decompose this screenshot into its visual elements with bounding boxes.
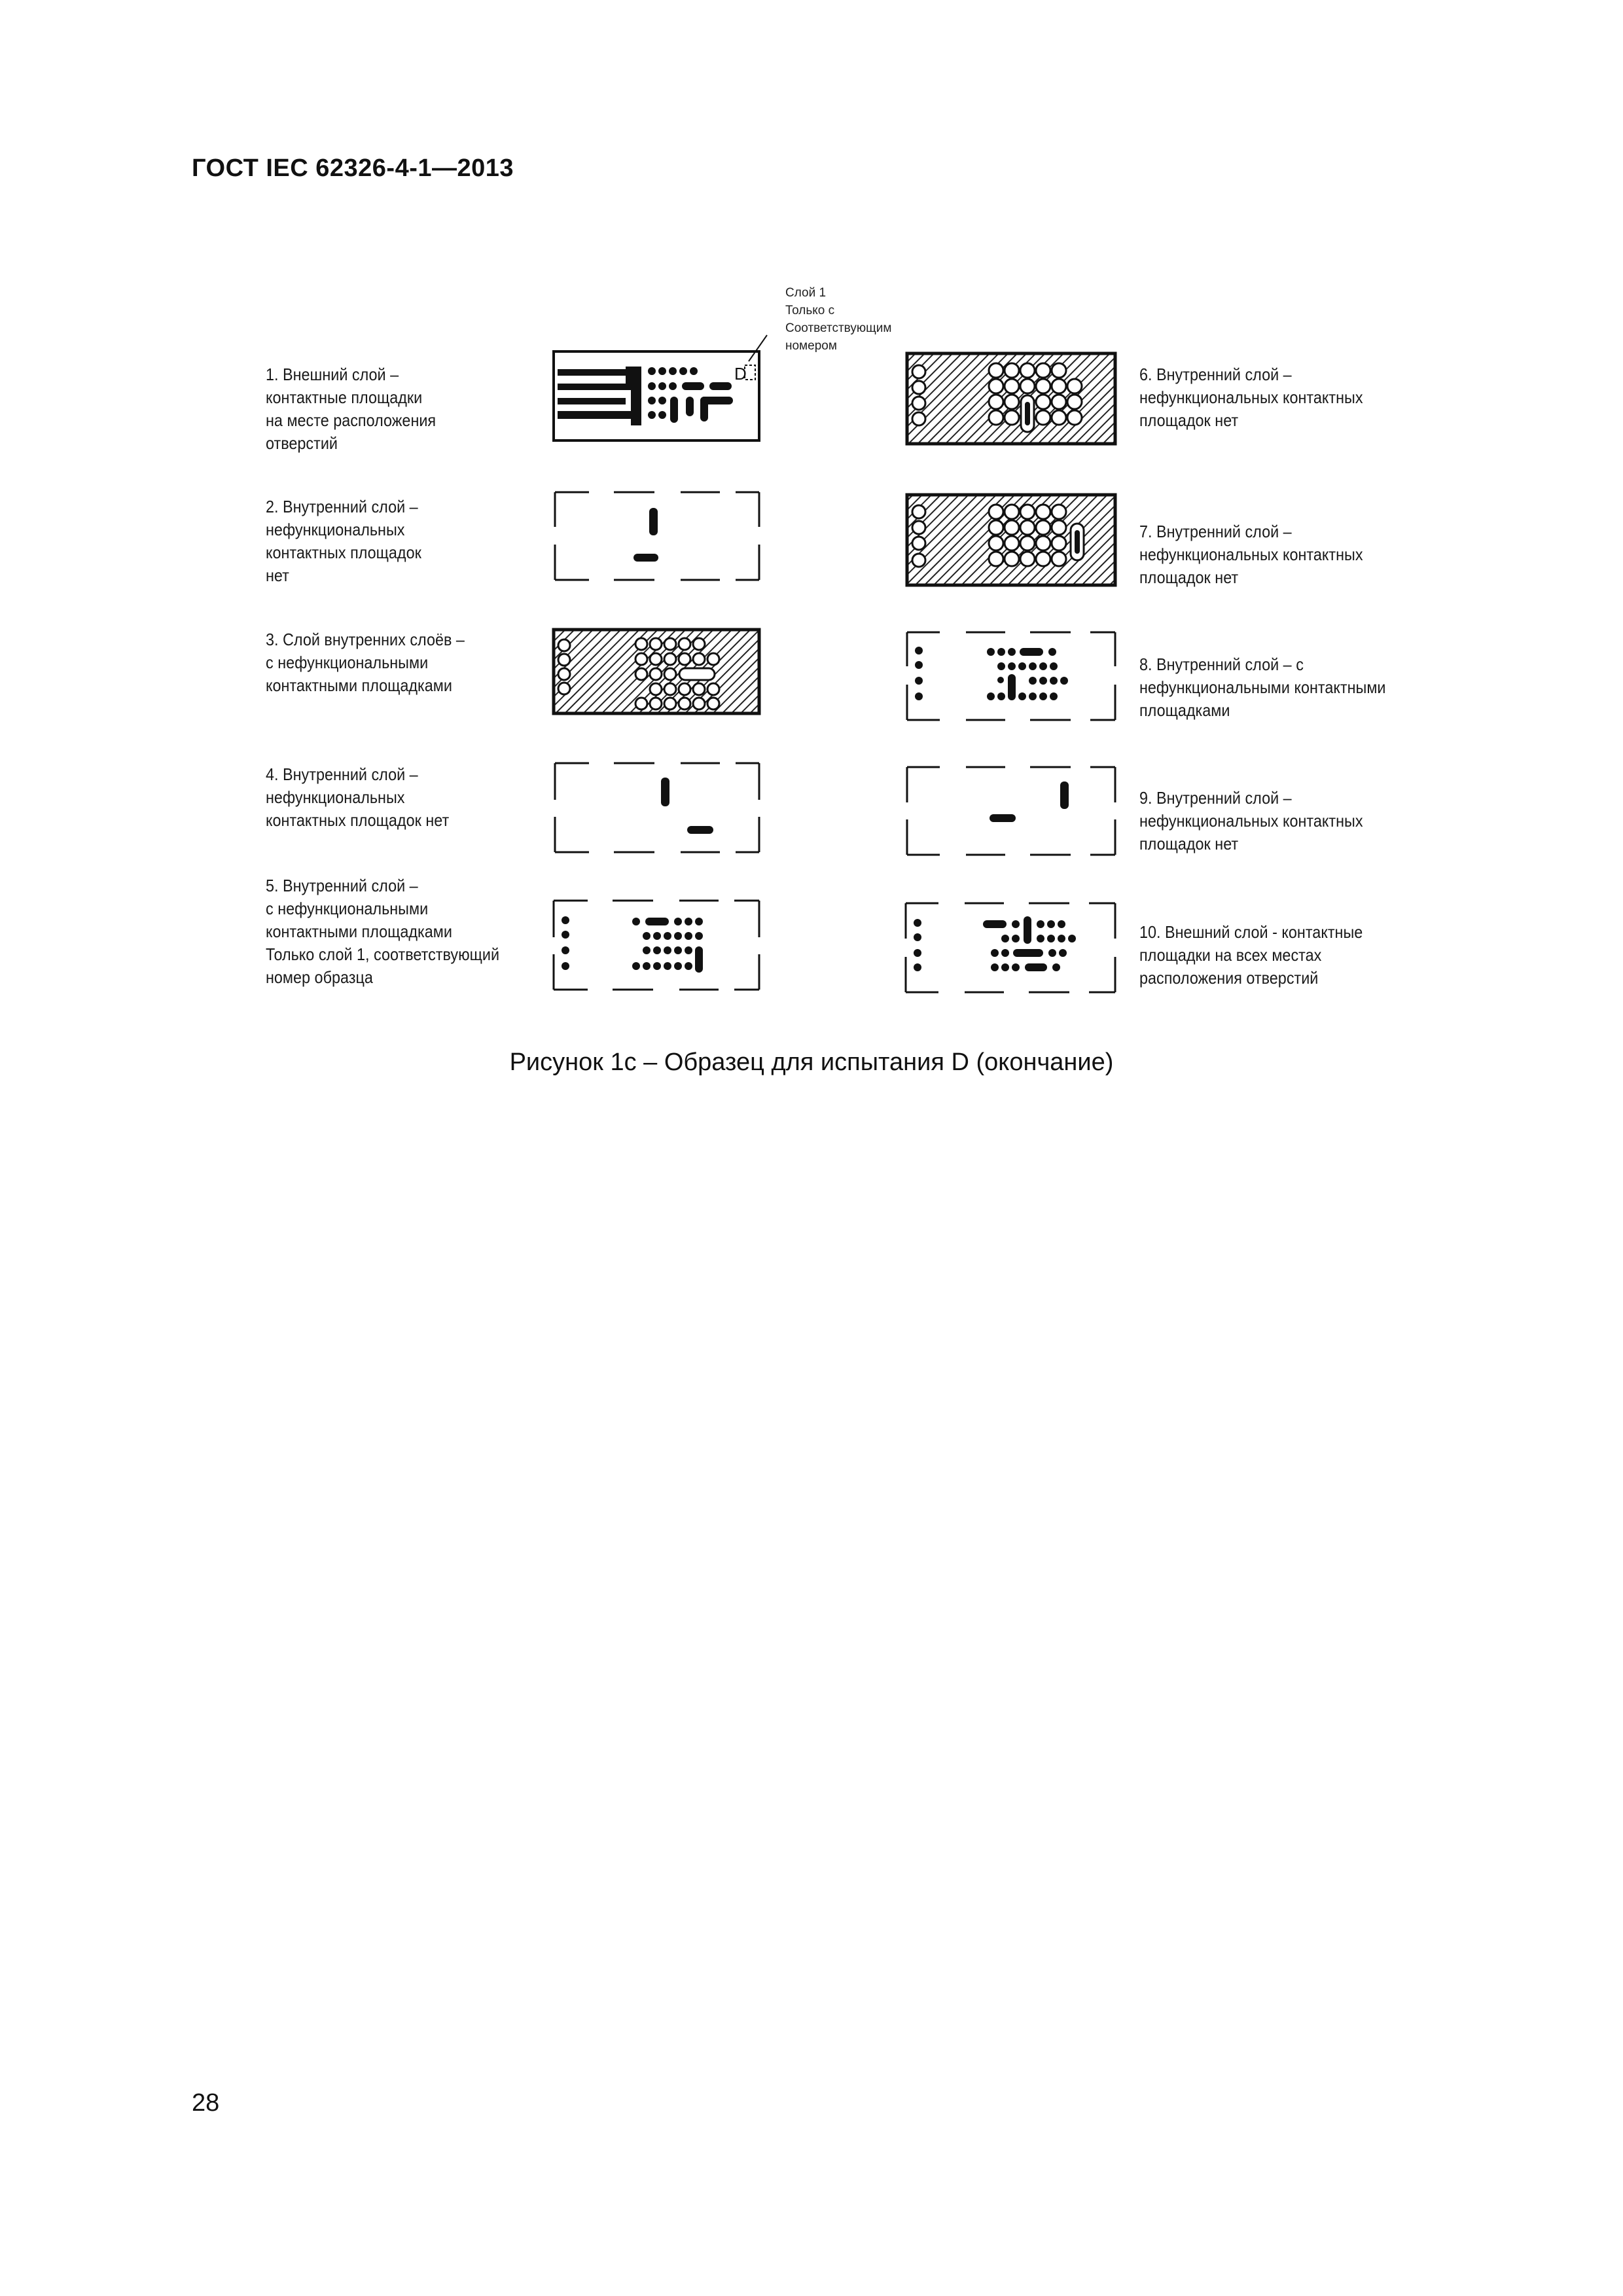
label-line: 7. Внутренний слой –: [1139, 522, 1292, 541]
label-line: 9. Внутренний слой –: [1139, 788, 1292, 808]
label-line: контактными площадками: [266, 675, 452, 695]
label-line: нет: [266, 565, 289, 585]
page-number: 28: [192, 2089, 220, 2117]
label-line: 2. Внутренний слой –: [266, 497, 418, 516]
diagram-panel-2: [555, 492, 759, 580]
figure-caption: Рисунок 1с – Образец для испытания D (окончание): [509, 1049, 1114, 1076]
layer-diagrams: [0, 0, 1623, 1113]
label-line: 6. Внутренний слой –: [1139, 365, 1292, 384]
pad: [633, 554, 658, 562]
label-line: 4. Внутренний слой –: [266, 764, 418, 784]
label-line: 8. Внутренний слой – с: [1139, 655, 1304, 674]
label-line: Только слой 1, соответствующий: [266, 944, 500, 964]
pad: [649, 508, 658, 535]
diagram-panel-7: [907, 495, 1115, 585]
diagram-panel-4: [555, 763, 759, 852]
diagram-panel-8: [907, 632, 1115, 720]
label-line: 3. Слой внутренних слоёв –: [266, 630, 465, 649]
diagram-panel-1: [554, 335, 767, 440]
diagram-panel-9: [907, 767, 1115, 855]
diagram-panel-6: [907, 353, 1115, 444]
label-line: контактных площадок: [266, 543, 421, 562]
label-line: нефункциональных контактных: [1139, 387, 1363, 407]
label-line: площадки на всех местах: [1139, 945, 1322, 965]
pad: [1060, 781, 1069, 809]
label-line: площадками: [1139, 700, 1230, 720]
callout-line: номером: [785, 339, 837, 353]
pad: [687, 826, 713, 834]
label-line: номер образца: [266, 967, 373, 987]
label-line: контактные площадки: [266, 387, 423, 407]
label-line: нефункциональных контактных: [1139, 811, 1363, 831]
label-line: площадок нет: [1139, 567, 1239, 587]
trace: [558, 411, 636, 419]
trace: [558, 398, 626, 404]
callout-line: Слой 1: [785, 286, 827, 300]
trace: [558, 369, 628, 376]
label-line: 1. Внешний слой –: [266, 365, 399, 384]
label-line: нефункциональных контактных: [1139, 545, 1363, 564]
pad: [661, 778, 669, 806]
label-line: площадок нет: [1139, 410, 1239, 430]
label-line: расположения отверстий: [1139, 968, 1319, 988]
trace: [558, 384, 631, 390]
label-line: нефункциональных: [266, 520, 405, 539]
label-line: нефункциональными контактными: [1139, 677, 1386, 697]
pad: [990, 814, 1016, 822]
label-line: контактных площадок нет: [266, 810, 450, 830]
label-line: нефункциональных: [266, 787, 405, 807]
label-line: площадок нет: [1139, 834, 1239, 853]
diagram-panel-3: [554, 630, 759, 713]
label-line: контактными площадками: [266, 922, 452, 941]
label-line: 10. Внешний слой - контактные: [1139, 922, 1363, 942]
diagram-panel-5: [554, 901, 759, 990]
label-line: на месте расположения: [266, 410, 437, 430]
figure: [0, 0, 1623, 1113]
layer-marker: D: [734, 364, 747, 384]
label-line: 5. Внутренний слой –: [266, 876, 418, 895]
label-line: с нефункциональными: [266, 653, 429, 672]
document-header: ГОСТ IEC 62326-4-1—2013: [192, 154, 514, 182]
diagram-panel-10: [906, 903, 1115, 992]
label-line: с нефункциональными: [266, 899, 429, 918]
callout-line: Только с: [785, 304, 835, 317]
label-line: отверстий: [266, 433, 338, 453]
callout-line: Соответствующим: [785, 321, 892, 335]
